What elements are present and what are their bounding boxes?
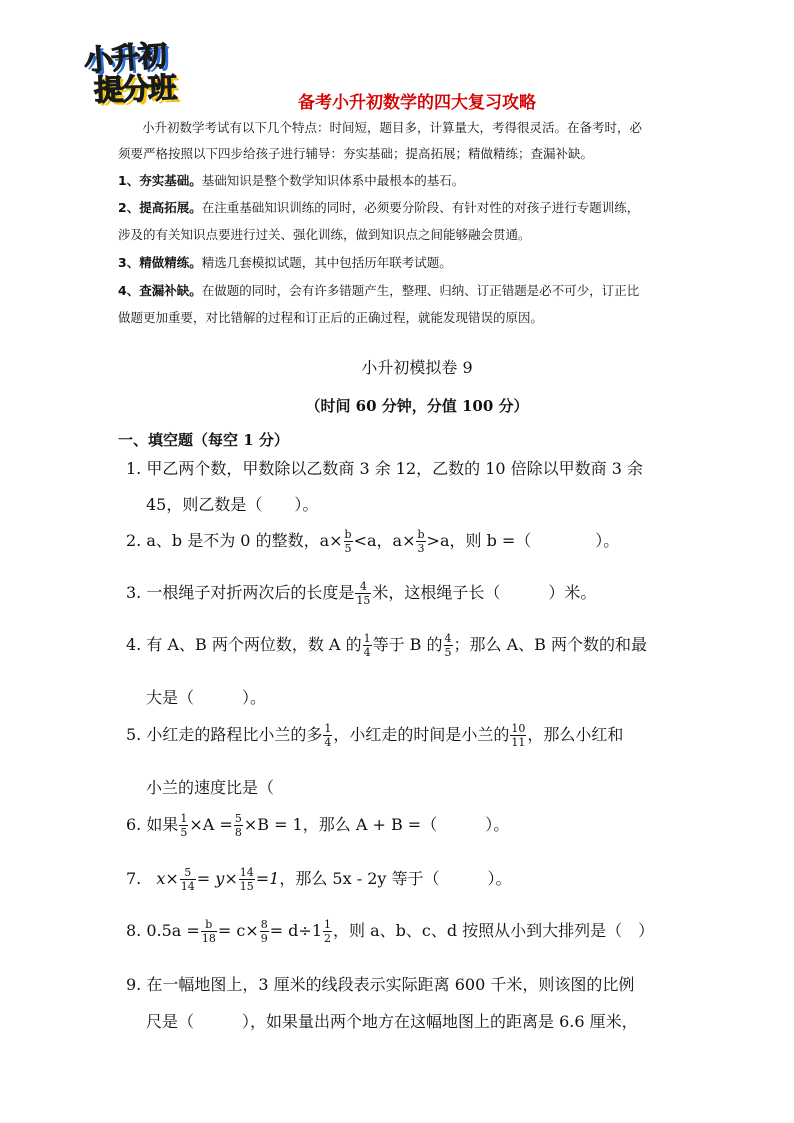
denominator: 5 [344,542,352,555]
question-text: ×B = 1，那么 A + B =（ ）。 [243,815,510,834]
page-title: 备考小升初数学的四大复习攻略 [298,93,536,113]
question-9-line1: 9. 在一幅地图上，3 厘米的线段表示实际距离 600 千米，则该图的比例 [126,975,635,994]
question-1-line2: 45，则乙数是（ ）。 [146,495,319,514]
intro-s3 [118,250,718,276]
numerator: 5 [180,866,196,880]
intro-text: 须要严格按照以下四步给孩子进行辅导：夯实基础；提高拓展；精做精练；查漏补缺。 [118,146,594,161]
question-text: ，则 a、b、c、d 按照从小到大排列是（ ） [333,921,655,940]
section-heading: 一、填空题（每空 1 分） [118,431,289,449]
fraction [323,918,332,945]
question-2 [126,528,619,555]
fraction [355,580,371,607]
denominator: 14 [180,880,195,893]
exam-title: 小升初模拟卷 9 [361,358,473,377]
numerator: b [201,918,217,932]
numerator: 14 [239,866,254,879]
question-text: ×A = [189,815,233,834]
numerator: 1 [180,812,188,825]
intro-p1a [118,115,718,141]
question-text: = d÷1 [269,921,323,940]
denominator: 5 [180,826,188,839]
fraction [510,722,526,749]
fraction [323,722,332,749]
question-5-line2: 小兰的速度比是（ [146,778,275,797]
logo-line1: 小升初 [83,38,167,78]
strategy-heading: 3、精做精练。 [118,255,202,270]
strategy-text: 涉及的有关知识点要进行过关、强化训练，做到知识点之间能够融会贯通。 [118,227,531,242]
denominator: 15 [356,594,371,607]
numerator: 5 [234,812,242,825]
numerator: b [344,528,352,541]
numerator: 8 [260,918,268,931]
strategy-text: 做题更加重要，对比错解的过程和订正后的正确过程，就能发现错误的原因。 [118,310,544,325]
question-text: 4. 有 A、B 两个两位数，数 A 的 [126,635,362,654]
denominator: 2 [324,932,332,945]
fraction [444,632,453,659]
denominator: 11 [511,736,526,749]
fraction [260,918,269,945]
question-text: >a，则 b =（ ）。 [426,531,620,550]
numerator: 1 [324,918,332,931]
numerator: 4 [444,632,452,645]
strategy-text: 在做题的同时，会有许多错题产生，整理、归纳、订正错题是必不可少，订正比 [201,283,640,298]
fraction [179,812,188,839]
denominator: 3 [417,542,425,555]
intro-text: 小升初数学考试有以下几个特点：时间短，题目多，计算量大，考得很灵活。在备考时，必 [142,120,643,135]
numerator: 1 [324,722,332,735]
strategy-text: 精选几套模拟试题，其中包括历年联考试题。 [201,255,452,270]
question-3 [126,580,596,607]
denominator: 4 [363,646,371,659]
question-text: ，那么小红和 [527,725,624,744]
question-4 [126,632,647,659]
question-9-line2: 尺是（ ），如果量出两个地方在这幅地图上的距离是 6.6 厘米， [146,1012,638,1031]
logo-line2: 提分班 [93,70,176,108]
denominator: 18 [201,932,216,945]
question-text: ；那么 A、B 两个数的和最 [453,635,648,654]
strategy-heading: 1、夯实基础。 [118,173,202,188]
intro-s2 [118,195,718,221]
question-8 [126,918,654,945]
denominator: 5 [444,646,452,659]
math-expression: = y× [196,869,238,888]
question-text: = c× [217,921,259,940]
intro-s4 [118,278,718,304]
intro-s4b [118,305,718,331]
fraction [416,528,425,555]
question-1-line1: 1. 甲乙两个数，甲数除以乙数商 3 余 12，乙数的 10 倍除以甲数商 3 余 [126,459,644,478]
exam-subtitle: （时间 60 分钟，分值 100 分） [305,397,529,415]
question-text: <a，a× [353,531,416,550]
question-5 [126,722,623,749]
strategy-text: 在注重基础知识训练的同时，必须要分阶段、有针对性的对孩子进行专题训练， [201,200,640,215]
question-text: ，小红走的时间是小兰的 [333,725,510,744]
question-text: 6. 如果 [126,815,179,834]
denominator: 15 [239,880,254,893]
question-text: 3. 一根绳子对折两次后的长度是 [126,583,355,602]
question-number: 7. [126,869,142,888]
question-4-line2: 大是（ ）。 [146,688,267,707]
denominator: 4 [324,736,332,749]
intro-p1b [118,141,718,167]
denominator: 8 [234,826,242,839]
strategy-text: 基础知识是整个数学知识体系中最根本的基石。 [201,173,465,188]
question-6 [126,812,509,839]
fraction [363,632,372,659]
fraction [234,812,243,839]
math-expression: =1 [255,869,280,888]
denominator: 9 [260,932,268,945]
strategy-heading: 2、提高拓展。 [118,200,202,215]
intro-s2b [118,222,718,248]
question-text: ，那么 5x - 2y 等于（ ）。 [279,869,512,888]
question-text: 5. 小红走的路程比小兰的多 [126,725,323,744]
question-text: 8. 0.5a = [126,921,200,940]
fraction [201,918,217,945]
math-expression: x× [156,869,179,888]
fraction [180,866,196,893]
fraction [344,528,353,555]
strategy-heading: 4、查漏补缺。 [118,283,202,298]
question-text: 2. a、b 是不为 0 的整数，a× [126,531,343,550]
fraction [239,866,255,893]
numerator: 1 [363,632,371,645]
question-7 [126,866,512,893]
question-text: 米，这根绳子长（ ）米。 [372,583,597,602]
numerator: 10 [511,722,526,735]
question-text: 等于 B 的 [372,635,443,654]
numerator: 4 [355,580,371,594]
intro-s1 [118,168,718,194]
numerator: b [417,528,425,541]
